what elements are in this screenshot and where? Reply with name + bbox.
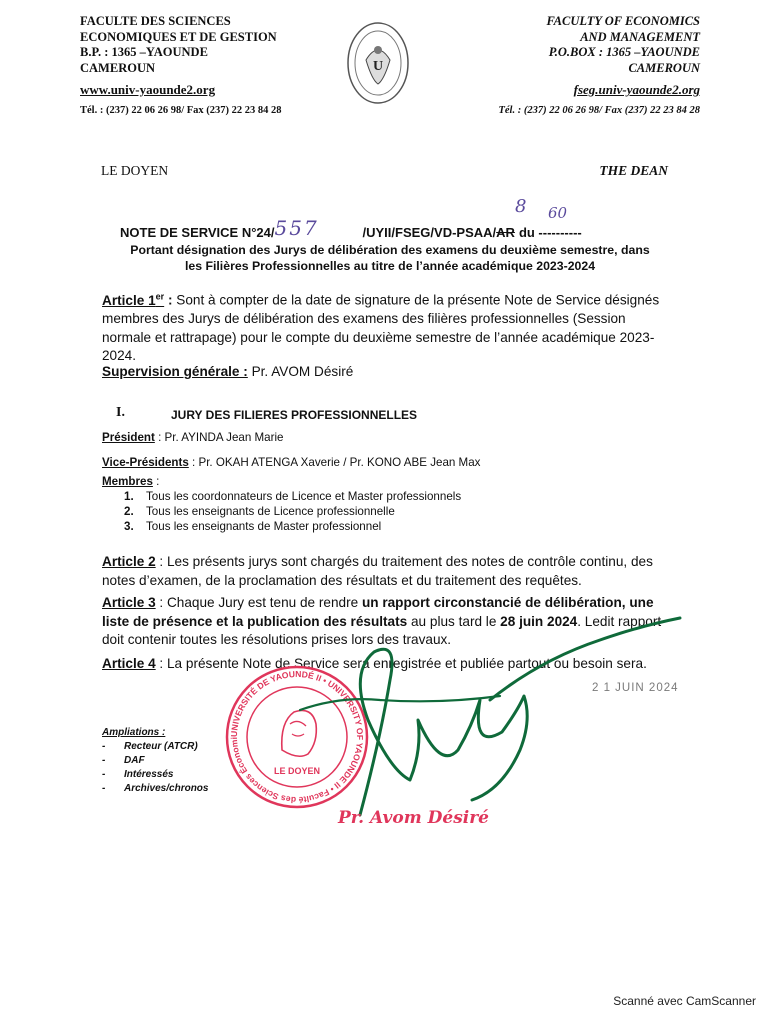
header-left-website-link[interactable]: www.univ-yaounde2.org: [80, 82, 216, 97]
section-title: JURY DES FILIERES PROFESSIONNELLES: [171, 408, 418, 422]
membres-label: Membres: [102, 475, 153, 488]
header-right-line: FACULTY OF ECONOMICS: [546, 14, 700, 28]
section-numeral: I.: [116, 405, 125, 420]
header-right-line: P.O.BOX : 1365 –YAOUNDE: [548, 45, 700, 59]
vice-presidents-label: Vice-Présidents: [102, 456, 189, 469]
title-le-doyen: LE DOYEN: [101, 163, 169, 178]
note-handwritten-number: 557: [274, 216, 319, 240]
article-2: [102, 553, 668, 590]
header-left-telephone: Tél. : (237) 22 06 26 98/ Fax (237) 22 23 84 28: [80, 104, 282, 116]
ampliations-block: [102, 726, 208, 796]
header-left-line: FACULTE DES SCIENCES: [80, 14, 231, 28]
header-left-line: CAMEROUN: [80, 60, 155, 75]
note-suffix: du ----------: [518, 225, 582, 240]
article-2-label: Article 2: [102, 554, 156, 569]
vice-presidents-value: : Pr. OKAH ATENGA Xaverie / Pr. KONO ABE Jean Max: [188, 456, 481, 469]
stamp-center-text: LE DOYEN: [273, 766, 321, 776]
note-handwritten-annotation: 60: [548, 204, 568, 222]
signature-scribble: [240, 600, 700, 840]
membres-separator: :: [152, 475, 160, 488]
list-item: 3. Tous les enseignants de Master professionnel: [124, 520, 382, 533]
article-3-label: Article 3: [102, 595, 156, 610]
logo-letter: U: [372, 59, 384, 74]
stamp-ring-text: UNIVERSITÉ DE YAOUNDÉ II • UNIVERSITY OF YAOUNDE II • Faculté des Sciences Économi: [228, 668, 366, 806]
article-4-label: Article 4: [102, 656, 156, 671]
note-struck-text: AR: [496, 225, 515, 240]
president-value: : Pr. AYINDA Jean Marie: [154, 431, 284, 444]
membres-heading: [102, 474, 159, 489]
list-item: - DAF: [102, 754, 208, 768]
article-3-bold: un rapport circonstancié de délibération, une liste de présence et la publication des résultats: [102, 595, 654, 629]
note-reference-line: [120, 218, 582, 242]
list-item: - Intéressés: [102, 768, 208, 782]
header-left-line: ECONOMIQUES ET DE GESTION: [80, 29, 277, 44]
list-item: - Recteur (ATCR): [102, 740, 208, 754]
article-2-text: : Les présents jurys sont chargés du traitement des notes de contrôle continu, des notes d’examen, de la proclamation des résultats et du traitement des requêtes.: [102, 554, 653, 588]
camscanner-footer: Scanné avec CamScanner: [613, 994, 756, 1008]
note-subject-line: Portant désignation des Jurys de délibération des examens du deuxième semestre, dans: [130, 243, 650, 257]
signature-name: Pr. Avom Désiré: [338, 808, 489, 828]
header-right-line: AND MANAGEMENT: [580, 29, 700, 44]
president-line: [102, 430, 284, 445]
header-right-line: CAMEROUN: [628, 60, 700, 75]
university-logo: [344, 20, 412, 106]
header-left-block: [80, 14, 282, 118]
vice-presidents-line: [102, 455, 480, 470]
president-label: Président: [102, 431, 155, 444]
date-stamp: 2 1 JUIN 2024: [592, 682, 679, 694]
supervision-value: Pr. AVOM Désiré: [247, 364, 354, 379]
note-handwritten-above: 8: [515, 196, 527, 217]
article-1-text: Sont à compter de la date de signature de la présente Note de Service désignés membres des Jurys de délibération des examens des filières professionnelles (Session normale et rattrapage) pour le compte du deuxième semestre de l’année académique 2023-2024.: [102, 292, 660, 364]
note-subject: [100, 242, 680, 274]
article-3-text: au plus tard le: [407, 613, 501, 629]
article-1: [102, 287, 667, 366]
list-item: - Archives/chronos: [102, 782, 208, 796]
ampliations-label: Ampliations :: [102, 727, 166, 738]
note-reference-code: /UYII/FSEG/VD-PSAA/: [362, 225, 497, 240]
note-prefix: NOTE DE SERVICE N°24/: [120, 225, 275, 240]
title-the-dean: THE DEAN: [599, 163, 668, 178]
header-left-line: B.P. : 1365 –YAOUNDE: [80, 45, 208, 59]
article-3-text: : Chaque Jury est tenu de rendre: [155, 595, 362, 610]
header-right-block: [498, 14, 700, 118]
supervision-label: Supervision générale :: [102, 364, 248, 379]
article-4-text: : La présente Note de Service sera enregistrée et publiée partout ou besoin sera.: [155, 656, 647, 671]
article-1-separator: :: [164, 292, 173, 308]
article-3-text: . Ledit rapport doit contenir toutes les résolutions prises lors des travaux.: [102, 613, 662, 647]
list-item: 2. Tous les enseignants de Licence professionnelle: [124, 505, 395, 518]
header-right-website-link[interactable]: fseg.univ-yaounde2.org: [573, 82, 700, 97]
header-right-telephone: Tél. : (237) 22 06 26 98/ Fax (237) 22 23 84 28: [498, 104, 700, 116]
article-1-label: Article 1er: [102, 291, 165, 308]
membres-list: [124, 489, 461, 534]
supervision-line: [102, 363, 353, 382]
note-subject-line: les Filières Professionnelles au titre de l’année académique 2023-2024: [184, 259, 596, 273]
article-3-deadline: 28 juin 2024: [500, 613, 578, 629]
list-item: 1. Tous les coordonnateurs de Licence et Master professionnels: [124, 490, 462, 503]
